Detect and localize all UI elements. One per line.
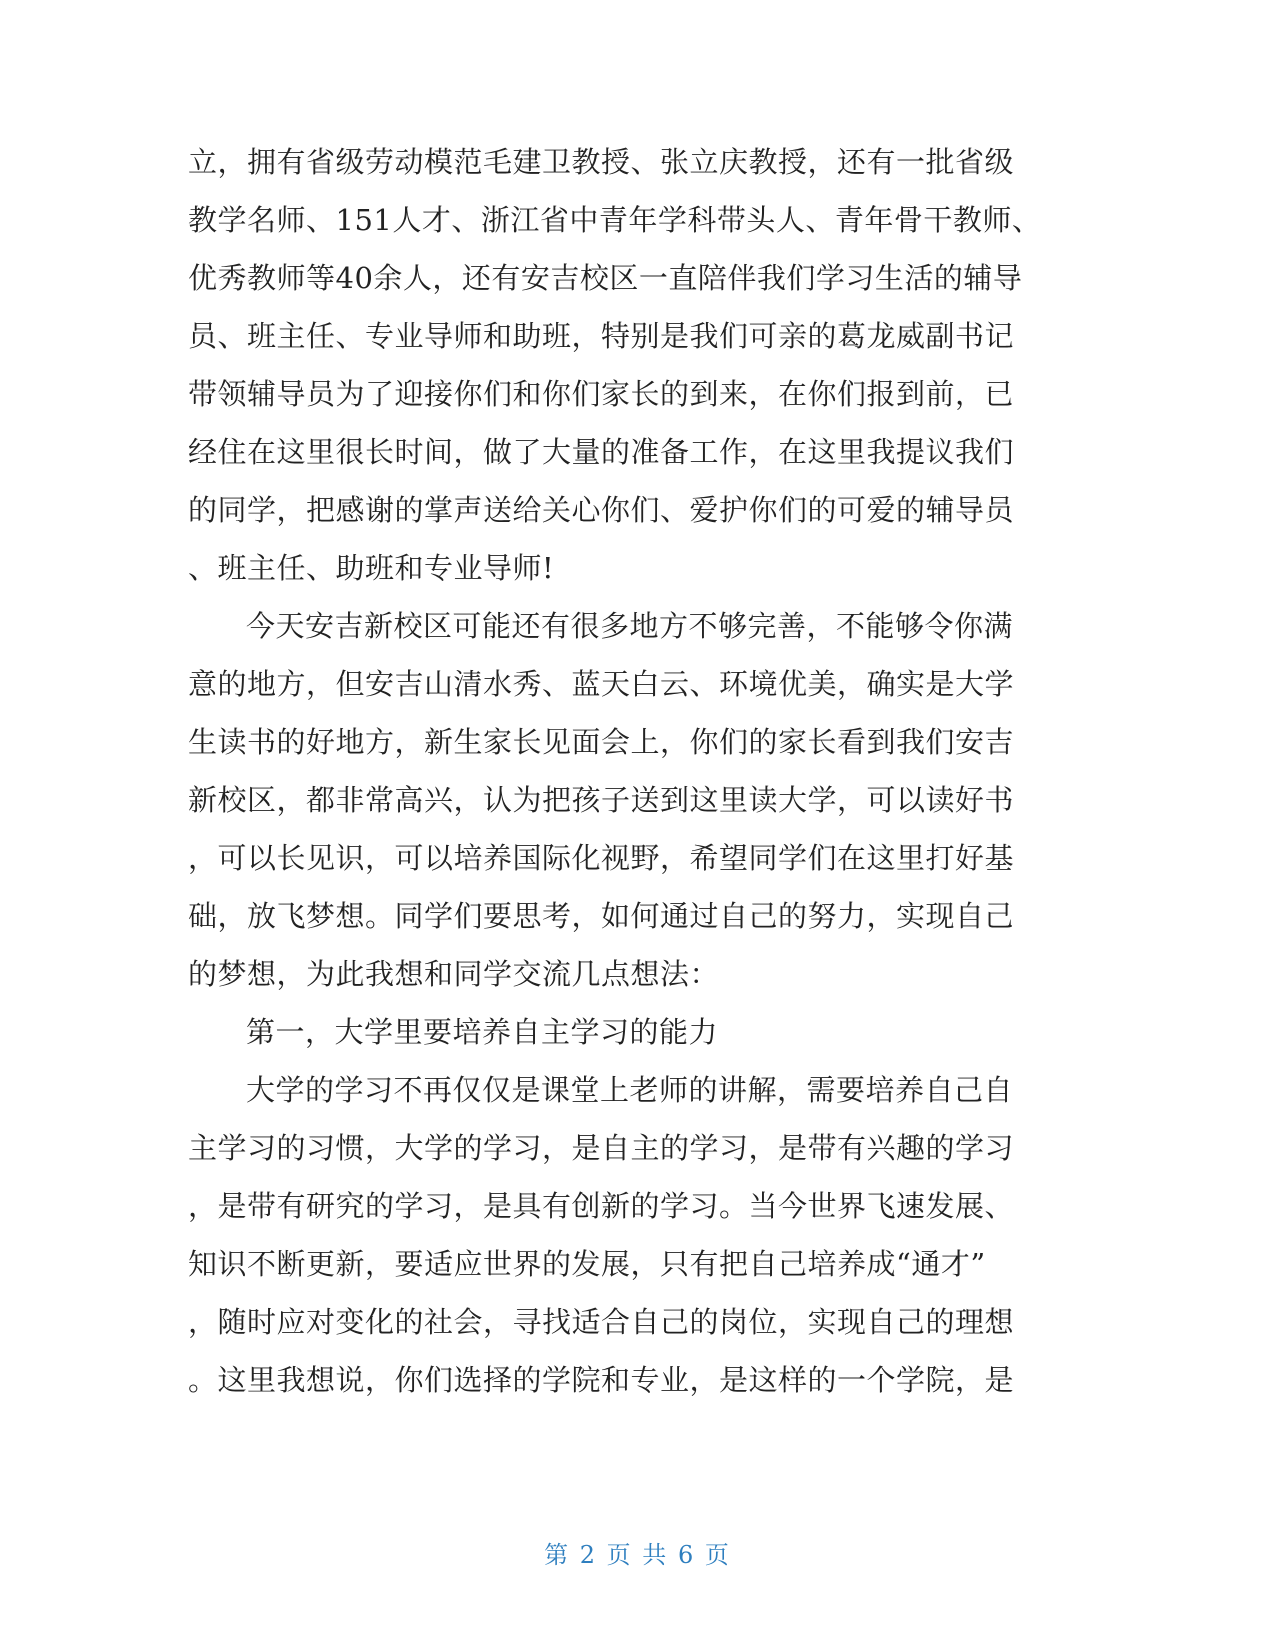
paragraph-start-line: 大学的学习不再仅仅是课堂上老师的讲解，需要培养自己自 bbox=[246, 1073, 1014, 1107]
text-line: ，随时应对变化的社会，寻找适合自己的岗位，实现自己的理想 bbox=[188, 1305, 1015, 1339]
text-line: 、班主任、助班和专业导师! bbox=[188, 551, 555, 585]
text-line: 员、班主任、专业导师和助班，特别是我们可亲的葛龙威副书记 bbox=[188, 319, 1015, 353]
paragraph-start-line: 今天安吉新校区可能还有很多地方不够完善，不能够令你满 bbox=[246, 609, 1014, 643]
text-line: 立，拥有省级劳动模范毛建卫教授、张立庆教授，还有一批省级 bbox=[188, 145, 1015, 179]
text-line: 生读书的好地方，新生家长见面会上，你们的家长看到我们安吉 bbox=[188, 725, 1015, 759]
text-line: 意的地方，但安吉山清水秀、蓝天白云、环境优美，确实是大学 bbox=[188, 667, 1015, 701]
text-line: 优秀教师等40余人，还有安吉校区一直陪伴我们学习生活的辅导 bbox=[188, 261, 1023, 295]
text-line: 经住在这里很长时间，做了大量的准备工作，在这里我提议我们 bbox=[188, 435, 1015, 469]
text-line: 新校区，都非常高兴，认为把孩子送到这里读大学，可以读好书 bbox=[188, 783, 1015, 817]
section-heading: 第一，大学里要培养自主学习的能力 bbox=[246, 1015, 719, 1049]
text-line: 带领辅导员为了迎接你们和你们家长的到来，在你们报到前，已 bbox=[188, 377, 1015, 411]
text-line: 的梦想，为此我想和同学交流几点想法： bbox=[188, 957, 720, 991]
text-line: 主学习的习惯，大学的学习，是自主的学习，是带有兴趣的学习 bbox=[188, 1131, 1015, 1165]
text-line: ，是带有研究的学习，是具有创新的学习。当今世界飞速发展、 bbox=[188, 1189, 1015, 1223]
text-line: ，可以长见识，可以培养国际化视野，希望同学们在这里打好基 bbox=[188, 841, 1015, 875]
text-line: 知识不断更新，要适应世界的发展，只有把自己培养成“通才” bbox=[188, 1247, 986, 1281]
text-line: 教学名师、151人才、浙江省中青年学科带头人、青年骨干教师、 bbox=[188, 203, 1042, 237]
text-line: 。这里我想说，你们选择的学院和专业，是这样的一个学院，是 bbox=[188, 1363, 1015, 1397]
page-number-footer: 第 2 页 共 6 页 bbox=[544, 1541, 731, 1569]
text-line: 的同学，把感谢的掌声送给关心你们、爱护你们的可爱的辅导员 bbox=[188, 493, 1015, 527]
text-line: 础，放飞梦想。同学们要思考，如何通过自己的努力，实现自己 bbox=[188, 899, 1015, 933]
